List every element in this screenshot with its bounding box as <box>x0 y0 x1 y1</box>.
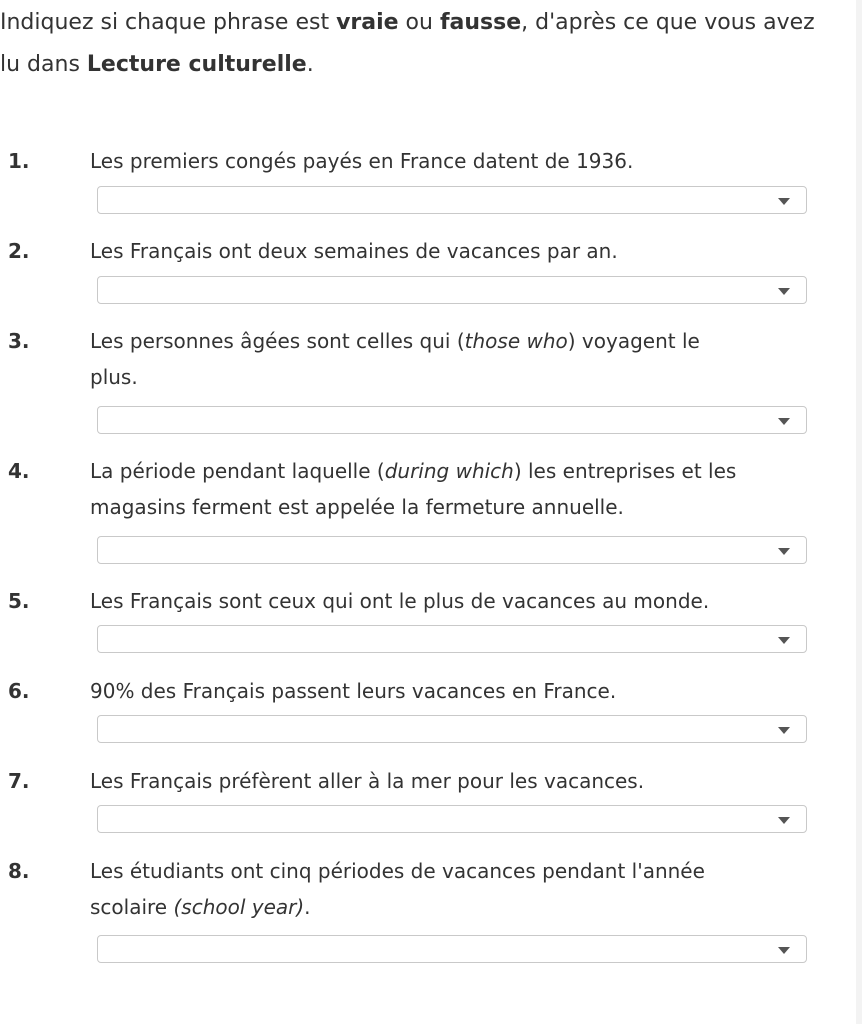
answer-select-5[interactable] <box>97 625 807 653</box>
question-statement <box>90 233 750 269</box>
question-number: 6. <box>8 679 30 703</box>
question-number: 7. <box>8 769 30 793</box>
instructions-bold-fausse: fausse <box>439 10 522 35</box>
question-number: 2. <box>8 239 30 263</box>
answer-select-6[interactable] <box>97 715 807 743</box>
question-statement <box>90 323 730 395</box>
answer-select-1[interactable] <box>97 186 807 214</box>
statement-text-end: . <box>304 895 311 919</box>
question-statement <box>90 763 750 799</box>
chevron-down-icon <box>778 418 790 425</box>
chevron-down-icon <box>778 548 790 555</box>
statement-text: Les premiers congés payés en France datent de 1936. <box>90 149 634 173</box>
answer-select-7[interactable] <box>97 805 807 833</box>
question-number: 1. <box>8 149 30 173</box>
statement-text: Les étudiants ont cinq périodes de vacances pendant l'année scolaire <box>90 859 705 919</box>
statement-text: Les Français sont ceux qui ont le plus de vacances au monde. <box>90 589 710 613</box>
chevron-down-icon <box>778 198 790 205</box>
question-number: 5. <box>8 589 30 613</box>
question-statement <box>90 853 770 925</box>
question-number: 3. <box>8 329 30 353</box>
question-statement <box>90 453 750 525</box>
instructions-text-4: . <box>306 52 314 77</box>
statement-italic: those who <box>464 329 568 353</box>
chevron-down-icon <box>778 947 790 954</box>
chevron-down-icon <box>778 817 790 824</box>
question-number: 8. <box>8 859 30 883</box>
answer-select-3[interactable] <box>97 406 807 434</box>
chevron-down-icon <box>778 637 790 644</box>
instructions-text-3: , d'après ce que vous avez lu dans <box>0 10 815 77</box>
answer-select-8[interactable] <box>97 935 807 963</box>
statement-text: Les Français préfèrent aller à la mer pour les vacances. <box>90 769 645 793</box>
statement-text: Les Français ont deux semaines de vacances par an. <box>90 239 618 263</box>
instructions-text-2: ou <box>398 10 440 35</box>
chevron-down-icon <box>778 288 790 295</box>
statement-text: 90% des Français passent leurs vacances en France. <box>90 679 617 703</box>
question-statement <box>90 583 830 619</box>
question-statement <box>90 673 750 709</box>
statement-text-end: ) voyagent le plus. <box>90 329 700 389</box>
statement-text: La période pendant laquelle ( <box>90 459 385 483</box>
instructions-bold-lecture: Lecture culturelle <box>86 52 307 77</box>
instructions <box>0 2 820 86</box>
instructions-bold-vraie: vraie <box>336 10 399 35</box>
answer-select-2[interactable] <box>97 276 807 304</box>
answer-select-4[interactable] <box>97 536 807 564</box>
question-number: 4. <box>8 459 30 483</box>
instructions-text-1: Indiquez si chaque phrase est <box>0 10 337 35</box>
statement-text: Les personnes âgées sont celles qui ( <box>90 329 465 353</box>
statement-italic: during which <box>384 459 514 483</box>
statement-text-end: ) les entreprises et les magasins ferment est appelée la fermeture annuelle. <box>90 459 737 519</box>
chevron-down-icon <box>778 727 790 734</box>
statement-italic: (school year) <box>173 895 305 919</box>
page-right-gutter <box>856 0 862 1024</box>
question-statement <box>90 143 750 179</box>
